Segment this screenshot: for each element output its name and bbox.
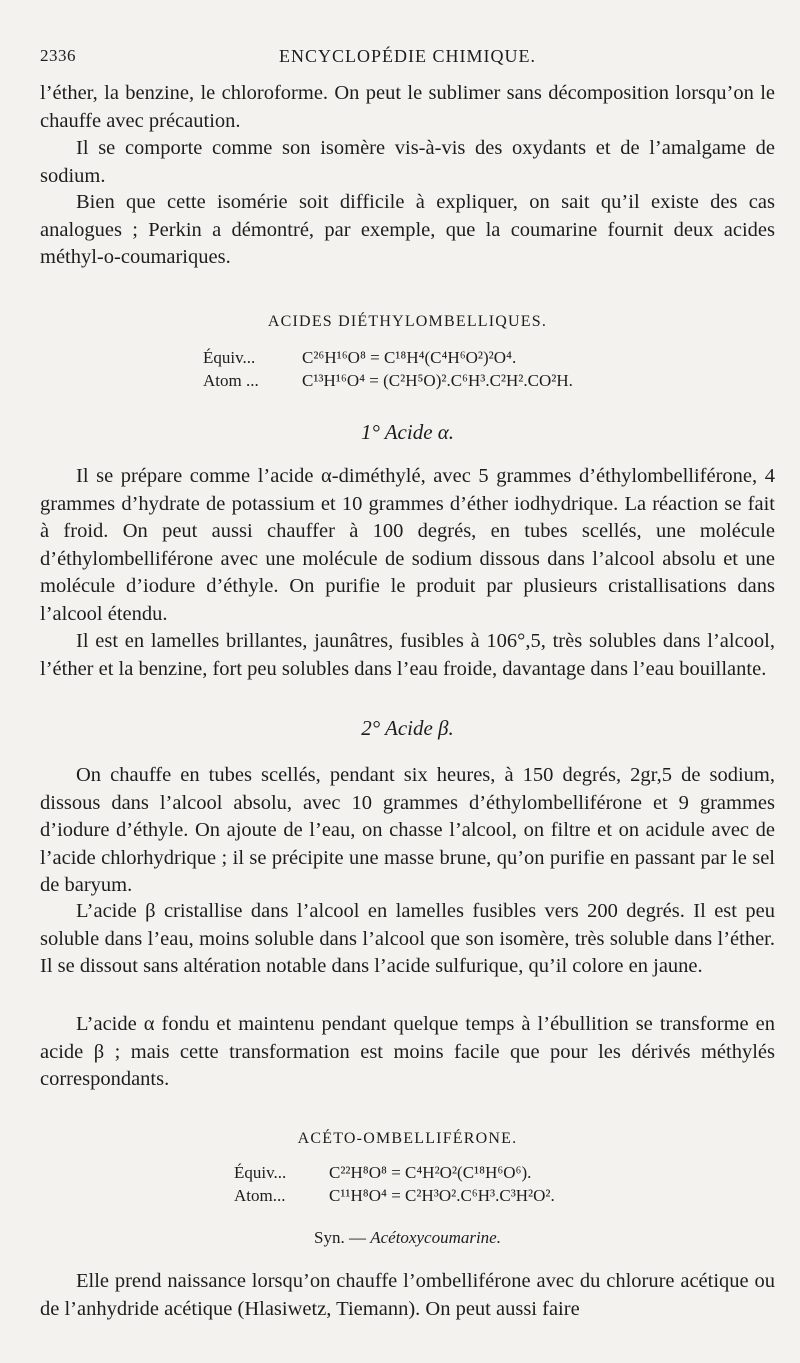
running-head <box>40 46 775 70</box>
subsection-heading: 1° Acide α. <box>360 420 455 444</box>
formula-label: Atom ... <box>203 371 259 390</box>
running-title: ENCYCLOPÉDIE CHIMIQUE. <box>279 46 536 66</box>
paragraph: Il se prépare comme l’acide α-diméthylé, avec 5 grammes d’éthylombelliférone, 4 grammes d’hydrate de potassium et 10 grammes d’éther iodhydrique. La réaction se fait à froid. On peut aussi chauffer à 100 degrés, en tubes scellés, une molécule d’éthylombelliférone avec une molécule de sodium dissous dans l’alcool absolu et une molécule d’iodure d’éthyle. On purifie le produit par plusieurs cristallisations dans l’alcool étendu. <box>40 465 775 625</box>
paragraph: Il se comporte comme son isomère vis-à-vis des oxydants et de l’amalgame de sodium. <box>40 137 775 187</box>
synonym-label: Syn. — <box>314 1228 366 1247</box>
synonym-value: Acétoxycoumarine. <box>370 1228 501 1247</box>
paragraph: l’éther, la benzine, le chloroforme. On peut le sublimer sans décomposition lorsqu’on le chauffe avec précaution. <box>40 82 775 132</box>
formula-label: Équiv... <box>203 348 256 367</box>
paragraph: Il est en lamelles brillantes, jaunâtres, fusibles à 106°,5, très solubles dans l’alcool, l’éther et la benzine, fort peu solubles dans l’eau froide, davantage dans l’eau bouillante. <box>40 630 775 680</box>
formula-expression: C²²H⁸O⁸ = C⁴H²O²(C¹⁸H⁶O⁶). <box>329 1163 532 1182</box>
paragraph: L’acide α fondu et maintenu pendant quelque temps à l’ébullition se transforme en acide β ; mais cette transformation est moins facile que pour les dérivés méthylés correspondants. <box>40 1013 775 1090</box>
formula-expression: C²⁶H¹⁶O⁸ = C¹⁸H⁴(C⁴H⁶O²)²O⁴. <box>302 348 517 367</box>
subsection-heading: 2° Acide β. <box>361 716 454 740</box>
paragraph: L’acide β cristallise dans l’alcool en lamelles fusibles vers 200 degrés. Il est peu soluble dans l’eau, moins soluble dans l’alcool que son isomère, très soluble dans l’éther. Il se dissout sans altération notable dans l’acide sulfurique, qu’il colore en jaune. <box>40 900 775 977</box>
paragraph: Bien que cette isomérie soit difficile à expliquer, on sait qu’il existe des cas analogues ; Perkin a démontré, par exemple, que la coumarine fournit deux acides méthyl-o-coumariques. <box>40 191 775 268</box>
formula-label: Équiv... <box>234 1163 287 1182</box>
paragraph: Elle prend naissance lorsqu’on chauffe l’ombelliférone avec du chlorure acétique ou de l’anhydride acétique (Hlasiwetz, Tiemann). On peut aussi faire <box>40 1270 775 1320</box>
page-number: 2336 <box>40 46 76 65</box>
formula-expression: C¹³H¹⁶O⁴ = (C²H⁵O)².C⁶H³.C²H².CO²H. <box>302 371 573 390</box>
formula-expression: C¹¹H⁸O⁴ = C²H³O².C⁶H³.C³H²O². <box>329 1186 555 1205</box>
section-heading: ACÉTO-OMBELLIFÉRONE. <box>297 1130 518 1147</box>
formula-label: Atom... <box>234 1186 286 1205</box>
synonym-line <box>40 1228 775 1248</box>
section-heading: ACIDES DIÉTHYLOMBELLIQUES. <box>267 313 548 330</box>
paragraph: On chauffe en tubes scellés, pendant six heures, à 150 degrés, 2gr,5 de sodium, dissous dans l’alcool absolu, avec 10 grammes d’éthylombelliférone et 9 grammes d’iodure d’éthyle. On ajoute de l’eau, on chasse l’alcool, on filtre et on acidule avec de l’acide chlorhydrique ; il se précipite une masse brune, qu’on purifie en passant par le sel de baryum. <box>40 764 775 896</box>
